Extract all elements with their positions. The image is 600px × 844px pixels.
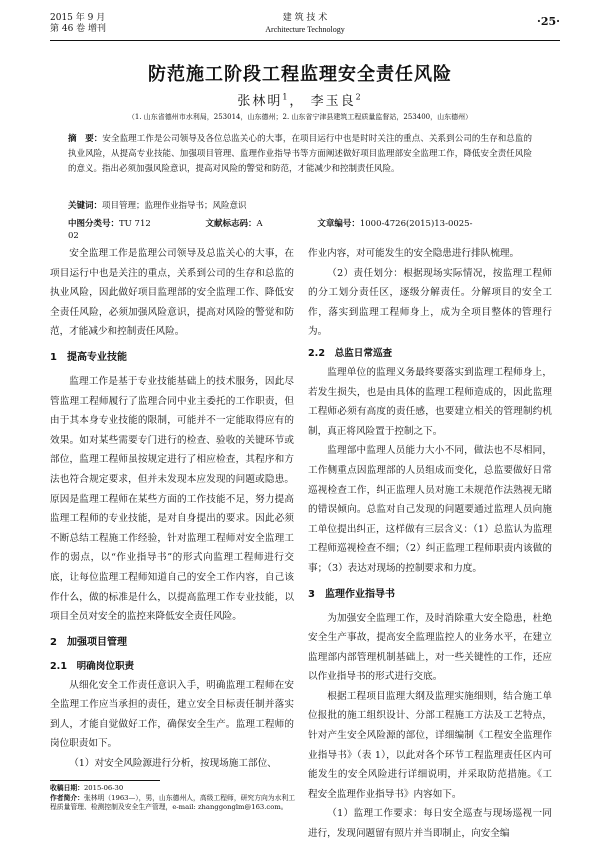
right-column [308,244,552,840]
author-bio-label: 作者简介： [50,793,84,802]
author-bio: 张林明（1963—），男，山东德州人，高级工程师，研究方向为水利工程质量管理、检测控制及安全生产管理，e-mail: zhanggonglm@163.com。 [50,793,295,811]
clc-number [68,219,177,229]
clc-label: 中图分类号： [68,219,120,229]
affiliation: （1. 山东省德州市水利局，253014，山东德州；2. 山东省宁津县建筑工程质量监督站，253400，山东德州） [127,113,473,121]
section-1-heading: 1 提高专业技能 [50,351,127,363]
footnote-rule [50,780,160,781]
paper-title: 防范施工阶段工程监理安全责任风险 [148,64,452,85]
author-list: 张林明$^1$， 李玉良$^2$ [237,92,363,109]
footnote-received [50,784,296,794]
code-label: 文献标志码： [205,219,257,229]
abstract-label: 摘 要： [68,134,103,144]
section-2-heading: 2 加强项目管理 [50,636,127,648]
section-3-paragraph-2: 根据工程项目监理大纲及监理实施细则，结合施工单位报批的施工组织设计、分部工程施工方法及工艺特点，针对产生安全风险源的部位，详细编制《工程安全监理作业指导书》（表 1），以此对各个环节工程监理责任区内可能发生的安全风险进行详细说明，并采取防范措施。《工程安全监理作业指导书》内容如下。 [308,690,552,800]
left-column [50,244,294,776]
document-code [205,219,288,229]
section-2-1-item-1: （1）对安全风险源进行分析，按现场施工部位、 [69,758,277,770]
section-3-paragraph-1: 为加强安全监理工作，及时消除重大安全隐患，杜绝安全生产事故，提高安全监理监控人的业务水平，在建立监理部内部管理机制基础上，对一些关键性的工作，还应以作业指导书的形式进行交底。 [308,612,552,683]
keywords-text: 项目管理；监理作业指导书；风险意识 [102,201,247,211]
section-2-1-paragraph: 从细化安全工作责任意识入手，明确监理工程师在安全监理工作应当承担的责任，建立安全目标责任制并落实到人，才能自觉做好工作，确保安全生产。监理工程师的岗位职责如下。 [50,679,294,750]
continued-paragraph: 作业内容，对可能发生的安全隐患进行排队梳理。 [308,248,520,259]
header-journal-cn: 建 筑 技 术 [282,13,328,23]
classification-row [68,218,532,242]
footnote [50,784,296,813]
received-label: 收稿日期： [50,784,84,792]
section-2-2-paragraph-2: 监理部中监理人员能力大小不同，做法也不尽相同，工作侧重点因监理部的人员组成而变化，总监要做好日常巡视检查工作，纠正监理人员对施工未规范作法熟视无睹的错误倾向。总监对自己发现的问题要通过监理人员向施工单位提出纠正，这样做有三层含义：（1）总监认为监理工程师巡视检查不细；（2）纠正监理工程师职责内该做的事；（3）表达对现场的控制要求和力度。 [308,445,552,574]
header-page-number: ·25· [537,15,560,28]
code-value: A [256,219,263,229]
running-header [50,10,560,41]
header-date: 2015 年 9 月 [50,13,106,23]
intro-paragraph: 安全监理工作是监理公司领导及总监关心的大事，在项目运行中也是关注的重点，关系到公司的生存和总监的执业风险，因此做好项目监理部的安全监理工作、降低安全责任风险，必须加强风险意识，提高对风险的警觉和防范，才能减少和控制责任风险。 [50,248,294,338]
keywords-label: 关键词： [68,201,103,211]
footnote-author [50,794,296,813]
header-journal-en: Architecture Technology [265,25,345,34]
section-2-1-item-2: （2）责任划分：根据现场实际情况，按监理工程师的分工划分责任区，逐级分解责任。分解项目的安全工作，落实到监理工程师身上，成为全项目整体的管理行为。 [308,267,552,338]
section-2-2-paragraph-1: 监理单位的监理义务最终要落实到监理工程师身上，若发生损失，也是由具体的监理工程师造成的，因此监理工程师必须有高度的责任感，也要建立相关的管理制约机制，真正将风险置于控制之下。 [308,366,552,437]
section-2-2-heading: 2.2 总监日常巡查 [308,347,393,359]
author-affil-mark: 2 [355,92,363,102]
abstract [68,132,532,177]
author-name: 李玉良 [310,94,356,109]
section-3-heading: 3 监理作业指导书 [308,588,395,600]
section-2-1-heading: 2.1 明确岗位职责 [50,660,135,672]
abstract-text: 安全监理工作是公司领导及各位总监关心的大事，在项目运行中也是时时关注的重点、关系到公司的生存和总监的执业风险，从提高专业技能、加强项目管理、监理作业指导书等方面阐述做好项目监理部安全监理工作，降低安全责任风险的意义。指出必须加强风险意识，提高对风险的警觉和防范，才能减少和控制责任风险。 [68,134,532,174]
article-value: 1000-4726(2015)13-0025-02 [68,219,473,241]
keywords [68,200,532,212]
section-1-paragraph: 监理工作是基于专业技能基础上的技术服务，因此尽管监理工程师履行了监理合同中业主委托的工作职责，但由于其本身专业技能的限制，可能并不一定能取得应有的效果。如对某些需要专门进行的检查、验收的关键环节或部位，监理工程师虽按规定进行了相应检查，其程序和方法也符合规定要求，但并未发现本应发现的问题或隐患。原因是监理工程师在某些方面的工作技能不足，努力提高监理工程师的专业技能，是对自身提出的要求。因此必须不断总结工程施工作经验，针对监理工程师对安全监理工作的弱点，以“作业指导书”的形式向监理工程师进行交底，让每位监理工程师知道自己的安全工作内容，自己该作什么，做的标准是什么，以提高监理工作专业技能，以项目全员对安全的监控来降低安全责任风险。 [50,375,294,623]
section-3-paragraph-3: （1）监理工作要求：每日安全巡查与现场巡视一同进行，发现问题留有照片并当即制止，向安全编 [308,808,552,840]
header-journal [50,13,560,35]
received-date: 2015-06-30 [83,784,124,792]
author-name: 张林明 [237,94,283,109]
author-affil-mark: 1 [282,92,290,102]
clc-value: TU 712 [119,219,151,229]
article-label: 文章编号： [317,219,360,229]
header-volume: 第 46 卷 增刊 [50,24,107,34]
